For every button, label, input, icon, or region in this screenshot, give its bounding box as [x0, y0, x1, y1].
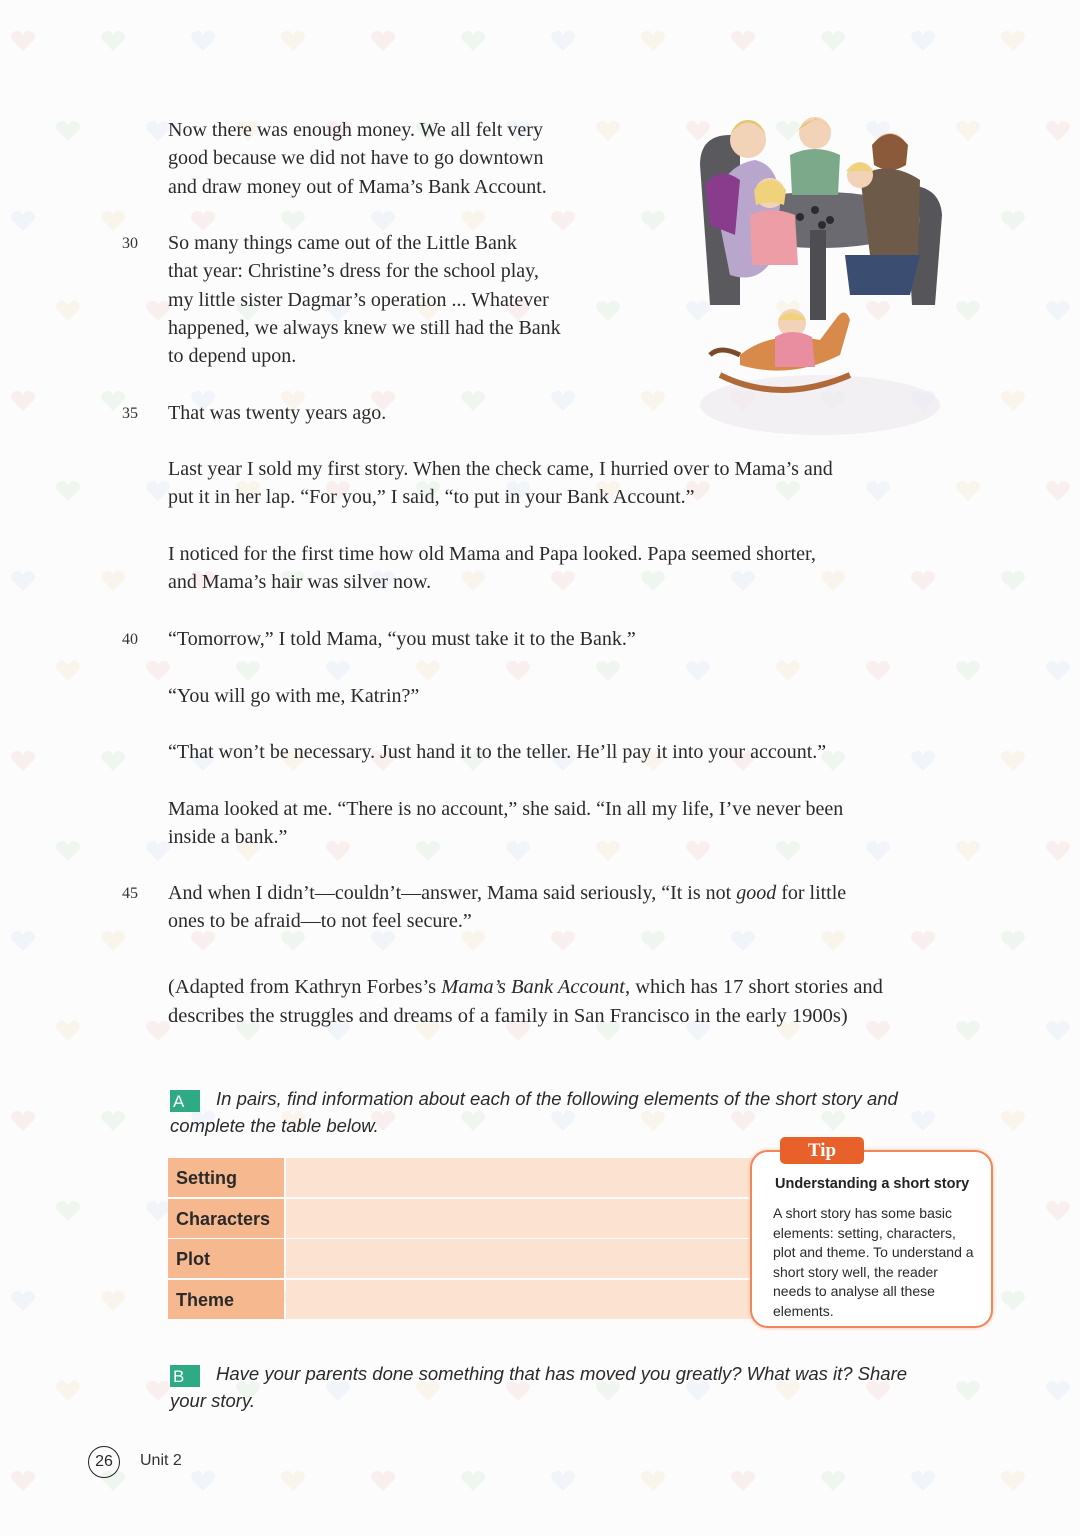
paragraph-line: I noticed for the first time how old Mama and Papa looked. Papa seemed shorter,: [168, 543, 816, 565]
heart-icon: [1000, 930, 1026, 952]
source-citation: [168, 973, 883, 1031]
heart-icon: [100, 30, 126, 52]
heart-icon: [145, 660, 171, 682]
text-span: And when I didn’t—couldn’t—answer, Mama said seriously, “It is not: [168, 882, 737, 904]
heart-icon: [640, 210, 666, 232]
heart-icon: [370, 1470, 396, 1492]
heart-icon: [1045, 120, 1071, 142]
heart-icon: [100, 570, 126, 592]
citation-line: describes the struggles and dreams of a family in San Francisco in the early 1900s): [168, 1005, 848, 1027]
paragraph-line: So many things came out of the Little Bank: [168, 232, 517, 254]
citation-line: [168, 973, 883, 1002]
heart-icon: [1000, 750, 1026, 772]
heart-icon: [910, 570, 936, 592]
tip-box: [750, 1150, 993, 1328]
table-row: [168, 1280, 768, 1319]
story-paragraph: [168, 879, 846, 936]
paragraph-line: “That won’t be necessary. Just hand it to the teller. He’ll pay it into your account.”: [168, 741, 827, 763]
heart-icon: [10, 210, 36, 232]
paragraph-line: Now there was enough money. We all felt very: [168, 119, 543, 141]
heart-icon: [10, 930, 36, 952]
answer-cell[interactable]: [286, 1239, 768, 1278]
heart-icon: [730, 30, 756, 52]
paragraph-line: [168, 879, 846, 907]
heart-icon: [55, 1200, 81, 1222]
task-a-text: complete the table below.: [170, 1115, 379, 1136]
heart-icon: [955, 840, 981, 862]
heart-icon: [955, 660, 981, 682]
heart-icon: [100, 930, 126, 952]
heart-icon: [865, 480, 891, 502]
heart-icon: [1045, 300, 1071, 322]
heart-icon: [550, 390, 576, 412]
heart-icon: [190, 30, 216, 52]
heart-icon: [550, 1470, 576, 1492]
task-badge-b: B: [170, 1365, 200, 1387]
heart-icon: [955, 480, 981, 502]
heart-icon: [1045, 660, 1071, 682]
heart-icon: [865, 840, 891, 862]
line-number: 40: [122, 631, 138, 648]
heart-icon: [775, 660, 801, 682]
paragraph-line: that year: Christine’s dress for the school play,: [168, 260, 539, 283]
heart-icon: [460, 30, 486, 52]
heart-icon: [1045, 1380, 1071, 1402]
heart-icon: [820, 30, 846, 52]
tip-title: Understanding a short story: [775, 1176, 970, 1192]
task-a-text: In pairs, find information about each of the following elements of the short story and: [216, 1088, 898, 1109]
heart-icon: [595, 300, 621, 322]
heart-icon: [1000, 210, 1026, 232]
heart-icon: [640, 390, 666, 412]
answer-cell[interactable]: [286, 1280, 768, 1319]
heart-icon: [55, 480, 81, 502]
heart-icon: [10, 570, 36, 592]
paragraph-line: and draw money out of Mama’s Bank Account.: [168, 175, 547, 198]
heart-icon: [325, 660, 351, 682]
task-b-text: your story.: [170, 1390, 255, 1411]
story-paragraph: [168, 682, 419, 710]
story-paragraph: [168, 738, 826, 766]
story-elements-table: [168, 1158, 768, 1320]
heart-icon: [955, 1380, 981, 1402]
heart-icon: [1000, 1110, 1026, 1132]
row-label: Plot: [168, 1239, 284, 1278]
answer-cell[interactable]: [286, 1158, 768, 1197]
heart-icon: [10, 30, 36, 52]
heart-icon: [415, 660, 441, 682]
heart-icon: [1045, 840, 1071, 862]
heart-icon: [1045, 1200, 1071, 1222]
paragraph-line: “You will go with me, Katrin?”: [168, 685, 420, 707]
heart-icon: [1000, 30, 1026, 52]
heart-icon: [595, 120, 621, 142]
heart-icon: [10, 1470, 36, 1492]
heart-icon: [10, 750, 36, 772]
heart-icon: [550, 30, 576, 52]
heart-icon: [820, 1470, 846, 1492]
heart-icon: [100, 210, 126, 232]
heart-icon: [55, 120, 81, 142]
paragraph-line: my little sister Dagmar’s operation ... Whatever: [168, 288, 549, 311]
task-badge-a: A: [170, 1090, 200, 1112]
paragraph-line: and Mama’s hair was silver now.: [168, 571, 432, 594]
story-paragraph: [168, 229, 561, 370]
task-b: [170, 1360, 907, 1414]
book-title: Mama’s Bank Account: [441, 976, 625, 998]
heart-icon: [1000, 1470, 1026, 1492]
heart-icon: [190, 1470, 216, 1492]
heart-icon: [460, 390, 486, 412]
line-number: 30: [122, 235, 138, 252]
table-row: [168, 1239, 768, 1278]
text-span: for little: [776, 882, 847, 904]
heart-icon: [10, 390, 36, 412]
text-span: , which has 17 short stories and: [625, 976, 883, 998]
paragraph-line: That was twenty years ago.: [168, 402, 387, 424]
story-paragraph: [168, 540, 816, 597]
heart-icon: [100, 1290, 126, 1312]
paragraph-line: Last year I sold my first story. When the check came, I hurried over to Mama’s and: [168, 458, 833, 480]
heart-icon: [1000, 1290, 1026, 1312]
answer-cell[interactable]: [286, 1199, 768, 1238]
heart-icon: [460, 1470, 486, 1492]
heart-icon: [145, 1380, 171, 1402]
heart-icon: [55, 1020, 81, 1042]
row-label: Theme: [168, 1280, 284, 1319]
heart-icon: [685, 660, 711, 682]
paragraph-line: good because we did not have to go downtown: [168, 147, 544, 170]
tip-label: Tip: [780, 1137, 864, 1164]
heart-icon: [55, 1380, 81, 1402]
heart-icon: [100, 1110, 126, 1132]
paragraph-line: put it in her lap. “For you,” I said, “to put in your Bank Account.”: [168, 486, 695, 509]
heart-icon: [730, 1470, 756, 1492]
emphasis: good: [736, 882, 777, 904]
page-number: 26: [88, 1446, 120, 1478]
paragraph-line: Mama looked at me. “There is no account,” she said. “In all my life, I’ve never been: [168, 798, 844, 820]
paragraph-line: happened, we always knew we still had the Bank: [168, 316, 561, 339]
heart-icon: [10, 1110, 36, 1132]
heart-icon: [55, 660, 81, 682]
table-row: [168, 1158, 768, 1197]
heart-icon: [1000, 390, 1026, 412]
heart-icon: [910, 1470, 936, 1492]
table-row: [168, 1199, 768, 1238]
heart-icon: [505, 660, 531, 682]
story-paragraph: [168, 455, 833, 512]
heart-icon: [55, 300, 81, 322]
story-paragraph: [168, 116, 547, 201]
heart-icon: [595, 660, 621, 682]
paragraph-line: to depend upon.: [168, 345, 297, 368]
row-label: Characters: [168, 1199, 284, 1238]
heart-icon: [865, 660, 891, 682]
row-label: Setting: [168, 1158, 284, 1197]
story-paragraph: [168, 625, 636, 653]
paragraph-line: ones to be afraid—to not feel secure.”: [168, 910, 472, 933]
paragraph-line: inside a bank.”: [168, 826, 288, 849]
heart-icon: [1045, 480, 1071, 502]
heart-icon: [280, 30, 306, 52]
text-span: (Adapted from Kathryn Forbes’s: [168, 976, 442, 998]
heart-icon: [640, 1470, 666, 1492]
line-number: 35: [122, 405, 138, 422]
paragraph-line: “Tomorrow,” I told Mama, “you must take it to the Bank.”: [168, 628, 636, 650]
heart-icon: [370, 30, 396, 52]
story-paragraph: [168, 795, 843, 852]
heart-icon: [10, 1290, 36, 1312]
family-illustration: [680, 105, 960, 445]
heart-icon: [280, 1470, 306, 1492]
heart-icon: [100, 750, 126, 772]
heart-icon: [1045, 1020, 1071, 1042]
task-b-text: Have your parents done something that has moved you greatly? What was it? Share: [216, 1363, 908, 1384]
heart-icon: [910, 750, 936, 772]
line-number: 45: [122, 885, 138, 902]
heart-icon: [235, 660, 261, 682]
heart-icon: [55, 840, 81, 862]
heart-icon: [910, 30, 936, 52]
heart-icon: [640, 30, 666, 52]
heart-icon: [1000, 570, 1026, 592]
story-paragraph: [168, 399, 386, 427]
heart-icon: [910, 930, 936, 952]
heart-icon: [955, 1020, 981, 1042]
heart-icon: [910, 1110, 936, 1132]
tip-body: A short story has some basic elements: setting, characters, plot and theme. To understand a short story well, the reader needs to analyse all these elements.: [773, 1205, 974, 1319]
heart-icon: [820, 570, 846, 592]
unit-label: Unit 2: [140, 1452, 182, 1469]
task-a: [170, 1085, 898, 1139]
